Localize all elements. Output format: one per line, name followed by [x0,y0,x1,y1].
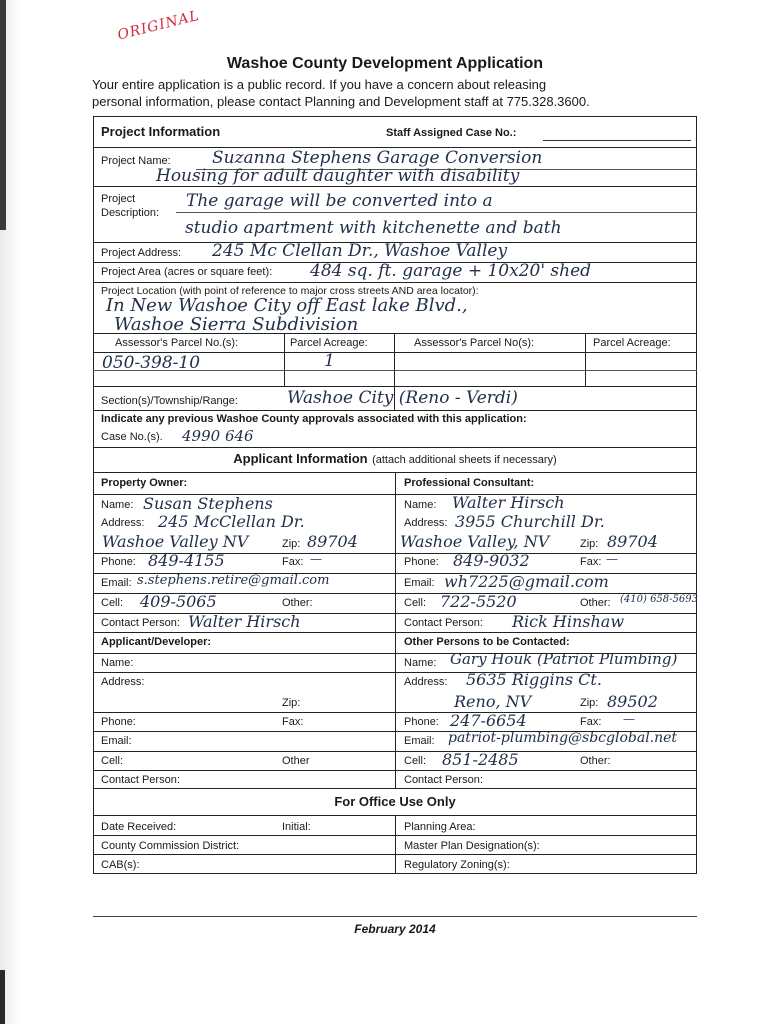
owner-address-label: Address: [101,517,145,529]
other-email-label: Email: [404,735,435,747]
developer-address-label: Address: [101,676,145,688]
other-email-value[interactable]: patriot-plumbing@sbcglobal.net [448,730,678,746]
section-township-value[interactable]: Washoe City (Reno - Verdi) [287,388,518,408]
consultant-cell-label: Cell: [404,597,427,609]
owner-email-value[interactable]: s.stephens.retire@gmail.com [137,573,330,588]
developer-phone-label: Phone: [101,716,136,728]
commission-district-label: County Commission District: [101,840,240,852]
developer-fax-label: Fax: [282,716,304,728]
owner-zip-value[interactable]: 89704 [307,532,358,551]
owner-cell-value[interactable]: 409-5065 [140,592,217,611]
consultant-phone-value[interactable]: 849-9032 [453,551,530,570]
owner-name-value[interactable]: Susan Stephens [143,494,273,513]
project-address-label: Project Address: [101,247,182,259]
other-fax-value[interactable]: — [623,712,635,726]
project-name-value-line2[interactable]: Housing for adult daughter with disability [156,166,520,186]
developer-header: Applicant/Developer: [101,636,212,648]
owner-fax-value[interactable]: — [310,552,322,566]
project-description-line1[interactable]: The garage will be converted into a [186,191,493,211]
project-description-line2[interactable]: studio apartment with kitchenette and bath [185,218,562,238]
consultant-name-value[interactable]: Walter Hirsch [452,493,565,512]
owner-name-label: Name: [101,499,134,511]
applicant-info-note: (attach additional sheets if necessary) [372,454,557,466]
applicant-info-header: Applicant Information [233,451,368,466]
intro-text-line2: personal information, please contact Planning and Development staff at 775.328.3600. [92,94,590,109]
project-location-label: Project Location (with point of reference to major cross streets AND area locator): [101,285,479,297]
other-other-label: Other: [580,755,611,767]
staff-case-label: Staff Assigned Case No.: [386,127,517,139]
other-address-label: Address: [404,676,448,688]
owner-contact-value[interactable]: Walter Hirsch [188,612,301,631]
developer-cell-label: Cell: [101,755,124,767]
other-name-label: Name: [404,657,437,669]
owner-contact-label: Contact Person: [101,617,180,629]
office-use-header: For Office Use Only [334,794,456,809]
other-phone-label: Phone: [404,716,439,728]
owner-other-label: Other: [282,597,313,609]
original-stamp: ORIGINAL [116,7,202,44]
parcel-header-4: Parcel Acreage: [593,337,671,349]
other-phone-value[interactable]: 247-6654 [450,711,527,730]
consultant-name-label: Name: [404,499,437,511]
owner-phone-label: Phone: [101,556,136,568]
parcel-header-1: Assessor's Parcel No.(s): [115,337,239,349]
other-zip-label: Zip: [580,697,599,709]
consultant-email-label: Email: [404,577,435,589]
other-contact-label: Contact Person: [404,774,483,786]
other-zip-value[interactable]: 89502 [607,692,658,711]
scan-edge-dark-bottom [0,970,5,1024]
owner-address-value2[interactable]: Washoe Valley NV [102,532,249,551]
other-persons-header: Other Persons to be Contacted: [404,636,570,648]
project-area-value[interactable]: 484 sq. ft. garage + 10x20' shed [310,261,592,281]
other-name-value[interactable]: Gary Houk (Patriot Plumbing) [450,650,678,668]
case-number-value[interactable]: 4990 646 [182,427,254,445]
owner-zip-label: Zip: [282,538,301,550]
developer-other-label: Other [282,755,310,767]
intro-text-line1: Your entire application is a public record. If you have a concern about releasing [92,77,547,92]
staff-case-field[interactable] [543,127,691,141]
other-address-value2[interactable]: Reno, NV [454,692,532,711]
project-name-label: Project Name: [101,155,171,167]
planning-area-label: Planning Area: [404,821,476,833]
project-name-value-line1[interactable]: Suzanna Stephens Garage Conversion [212,148,543,168]
footer-date: February 2014 [354,922,436,936]
developer-zip-label: Zip: [282,697,301,709]
consultant-fax-value[interactable]: — [606,552,618,566]
cab-label: CAB(s): [101,859,140,871]
consultant-cell-value[interactable]: 722-5520 [440,592,517,611]
parcel-header-3: Assessor's Parcel No(s): [414,337,535,349]
consultant-fax-label: Fax: [580,556,602,568]
parcel-header-2: Parcel Acreage: [290,337,368,349]
owner-fax-label: Fax: [282,556,304,568]
consultant-zip-value[interactable]: 89704 [607,532,658,551]
consultant-email-value[interactable]: wh7225@gmail.com [444,572,609,591]
owner-address-value1[interactable]: 245 McClellan Dr. [158,512,305,531]
consultant-other-value[interactable]: (410) 658-5693 [620,594,698,605]
consultant-contact-label: Contact Person: [404,617,483,629]
initial-label: Initial: [282,821,311,833]
property-owner-header: Property Owner: [101,477,188,489]
page-title: Washoe County Development Application [226,55,544,72]
parcel-number-value[interactable]: 050-398-10 [102,353,201,373]
other-cell-value[interactable]: 851-2485 [442,750,519,769]
consultant-address-value2[interactable]: Washoe Valley, NV [400,532,550,551]
applicant-info-header-row [93,450,697,468]
project-description-label-1: Project [101,193,136,205]
other-address-value1[interactable]: 5635 Riggins Ct. [466,670,602,689]
developer-email-label: Email: [101,735,132,747]
consultant-phone-label: Phone: [404,556,439,568]
developer-name-label: Name: [101,657,134,669]
project-description-label-2: Description: [101,207,160,219]
other-fax-label: Fax: [580,716,602,728]
consultant-zip-label: Zip: [580,538,599,550]
master-plan-label: Master Plan Designation(s): [404,840,540,852]
date-received-label: Date Received: [101,821,177,833]
project-address-value[interactable]: 245 Mc Clellan Dr., Washoe Valley [212,241,508,261]
case-number-label: Case No.(s). [101,431,163,443]
consultant-address-value1[interactable]: 3955 Churchill Dr. [455,512,605,531]
regulatory-zoning-label: Regulatory Zoning(s): [404,859,510,871]
parcel-acreage-value[interactable]: 1 [324,351,335,371]
project-location-line1[interactable]: In New Washoe City off East lake Blvd., [106,295,468,316]
consultant-header: Professional Consultant: [404,477,535,489]
consultant-address-label: Address: [404,517,448,529]
consultant-contact-value[interactable]: Rick Hinshaw [512,612,625,631]
project-info-header: Project Information [101,124,221,139]
project-area-label: Project Area (acres or square feet): [101,266,273,278]
owner-email-label: Email: [101,577,132,589]
owner-phone-value[interactable]: 849-4155 [148,551,225,570]
section-township-label: Section(s)/Township/Range: [101,395,238,407]
owner-cell-label: Cell: [101,597,124,609]
other-cell-label: Cell: [404,755,427,767]
developer-contact-label: Contact Person: [101,774,180,786]
project-location-line2[interactable]: Washoe Sierra Subdivision [114,314,359,335]
consultant-other-label: Other: [580,597,611,609]
previous-approvals-label: Indicate any previous Washoe County approvals associated with this application: [101,413,527,425]
scan-edge-dark-top [0,0,6,230]
